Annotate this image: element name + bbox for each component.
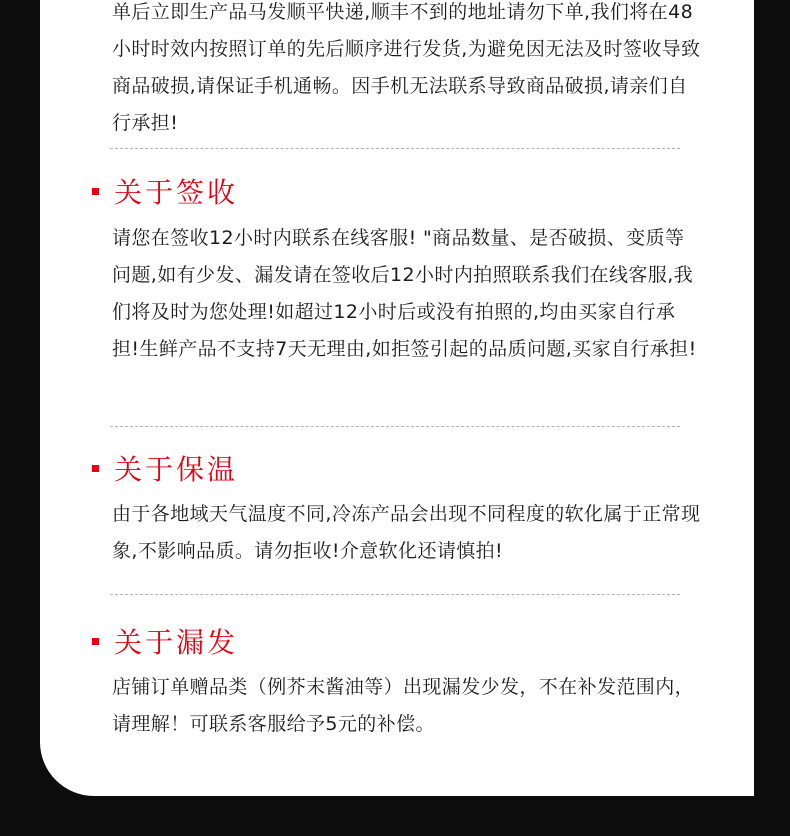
bullet-icon [92, 638, 99, 645]
section-header-insulation [92, 448, 238, 488]
section-title: 关于保温 [114, 453, 239, 486]
bullet-icon [92, 188, 99, 195]
intro-paragraph: 单后立即生产品马发顺平快递,顺丰不到的地址请勿下单,我们将在48小时时效内按照订单的先后顺序进行发货,为避免因无法及时签收导致商品破损,请保证手机通畅。因手机无法联系导致商品破损,请亲们自行承担! [112, 1, 701, 134]
section-body-signing: 请您在签收12小时内联系在线客服! "商品数量、是否破损、变质等问题,如有少发、漏发请在签收后12小时内拍照联系我们在线客服,我们将及时为您处理!如超过12小时后或没有拍照的,均由买家自行承担!生鲜产品不支持7天无理由,如拒签引起的品质问题,买家自行承担! [112, 227, 697, 360]
section-title: 关于签收 [114, 176, 239, 209]
divider [110, 148, 680, 149]
bullet-icon [92, 465, 99, 472]
section-header-signing [92, 171, 238, 211]
section-body-insulation: 由于各地域天气温度不同,冷冻产品会出现不同程度的软化属于正常现象,不影响品质。请勿拒收!介意软化还请慎拍! [112, 503, 701, 562]
divider [110, 426, 680, 427]
section-title: 关于漏发 [114, 626, 239, 659]
section-header-missing [92, 621, 238, 661]
section-body-missing: 店铺订单赠品类（例芥末酱油等）出现漏发少发，不在补发范围内，请理解！可联系客服给予5元的补偿。 [112, 676, 695, 735]
divider [110, 594, 680, 595]
